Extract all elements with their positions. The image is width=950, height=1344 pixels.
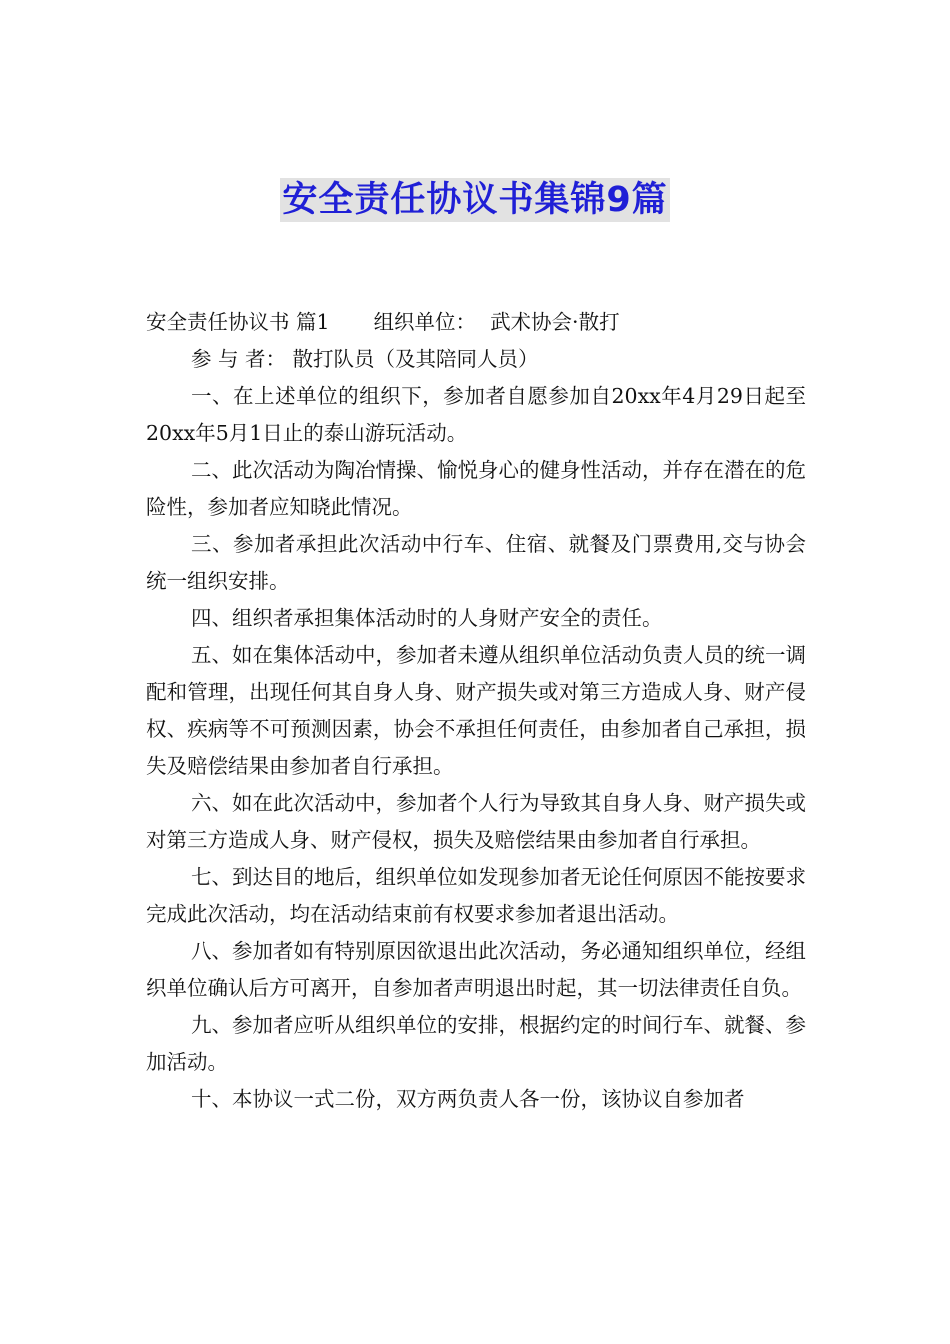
paragraph-clause-2: 二、此次活动为陶冶情操、愉悦身心的健身性活动，并存在潜在的危险性，参加者应知晓此情况。 — [146, 458, 806, 519]
section-label: 安全责任协议书 篇1 — [146, 310, 330, 334]
paragraph-clause-9: 九、参加者应听从组织单位的安排，根据约定的时间行车、就餐、参加活动。 — [146, 1013, 806, 1074]
org-label: 组织单位： — [373, 310, 477, 334]
paragraph-clause-7: 七、到达目的地后，组织单位如发现参加者无论任何原因不能按要求完成此次活动，均在活动结束前有权要求参加者退出活动。 — [146, 865, 806, 926]
paragraph-clause-5: 五、如在集体活动中，参加者未遵从组织单位活动负责人员的统一调配和管理，出现任何其自身人身、财产损失或对第三方造成人身、财产侵权、疾病等不可预测因素，协会不承担任何责任，由参加者自己承担，损失及赔偿结果由参加者自行承担。 — [146, 643, 806, 778]
paragraph-clause-8: 八、参加者如有特别原因欲退出此次活动，务必通知组织单位，经组织单位确认后方可离开，自参加者声明退出时起，其一切法律责任自负。 — [146, 939, 806, 1000]
paragraph-clause-10: 十、本协议一式二份，双方两负责人各一份，该协议自参加者 — [191, 1087, 745, 1111]
paragraph-clause-4: 四、组织者承担集体活动时的人身财产安全的责任。 — [191, 606, 663, 630]
paragraph-clause-6: 六、如在此次活动中，参加者个人行为导致其自身人身、财产损失或对第三方造成人身、财产侵权，损失及赔偿结果由参加者自行承担。 — [146, 791, 806, 852]
paragraph-participants: 参 与 者： 散打队员（及其陪同人员） — [191, 347, 539, 371]
org-value: 武术协会·散打 — [490, 310, 620, 334]
document-title: 安全责任协议书集锦9篇 — [282, 180, 668, 220]
document-body — [146, 304, 806, 1118]
document-title-block — [0, 178, 950, 222]
paragraph-clause-3: 三、参加者承担此次活动中行车、住宿、就餐及门票费用,交与协会统一组织安排。 — [146, 532, 806, 593]
paragraph-clause-1: 一、在上述单位的组织下，参加者自愿参加自20xx年4月29日起至20xx年5月1日止的泰山游玩活动。 — [146, 384, 806, 445]
heading-line — [146, 304, 806, 341]
